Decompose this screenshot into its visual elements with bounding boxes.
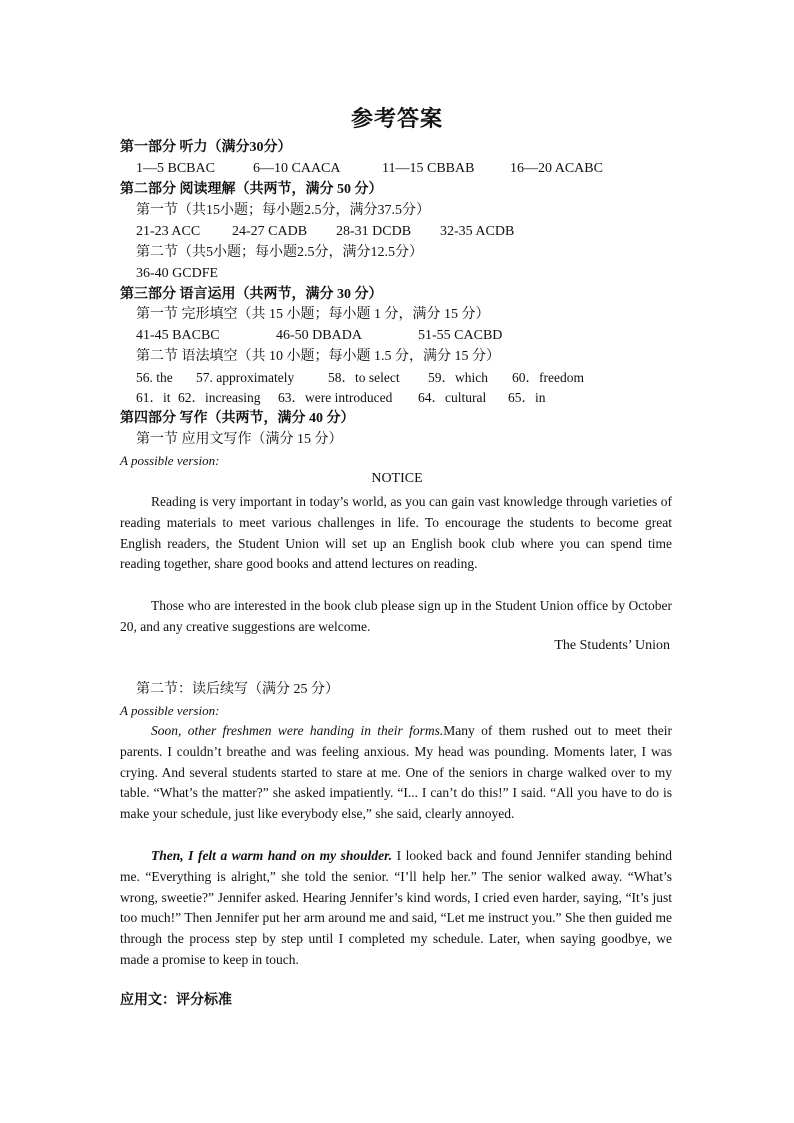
story-paragraph-1-text: Many of them rushed out to meet their parents. I couldn’t breathe and was feeling anxious. My head was pounding. Moments later, I was crying. And several students started to stare at me. One of the seniors in charge walked over to my table. “What’s the matter?” she asked impatiently. “I... I can’t do this!” I said. “All you have to do is make your schedule, just like everybody else,” she said, clearly annoyed. [120, 723, 672, 822]
grammar-answer: 61．it [136, 390, 171, 405]
grammar-answer: 57. approximately [196, 370, 295, 385]
notice-paragraph-2 [120, 596, 672, 638]
grammar-answer: 62．increasing [178, 390, 261, 405]
possible-version-label: A possible version: [120, 703, 220, 718]
answer-group: 11—15 CBBAB [382, 161, 475, 176]
story-paragraph-2 [120, 846, 672, 971]
answer-group: 1—5 BCBAC [136, 161, 215, 176]
grammar-answer: 60．freedom [512, 370, 584, 385]
part3-section1-answers [136, 326, 502, 346]
possible-version-label: A possible version: [120, 453, 220, 468]
story-paragraph-1-lead: Soon, other freshmen were handing in their forms. [151, 723, 444, 738]
part2-section1-answers [136, 222, 514, 242]
notice-title: NOTICE [371, 471, 423, 486]
answer-group: 46-50 DBADA [276, 328, 362, 343]
answer-group: 21-23 ACC [136, 224, 201, 239]
story-paragraph-2-text: I looked back and found Jennifer standing behind me. “Everything is alright,” she told the senior. “I’ll help her.” The senior walked away. “What’s wrong, sweetie?” Jennifer asked. Hearing Jennifer’s kind words, I cried even harder, saying, “It’s just too much!” Then Jennifer put her arm around me and said, “Let me instruct you.” She then guided me through the process step by step until I completed my schedule. Later, when saying goodbye, we made a promise to keep in touch. [120, 848, 672, 967]
part2-section1-heading: 第一节（共15小题；每小题2.5分，满分37.5分） [136, 203, 430, 218]
part3-section1-heading: 第一节 完形填空（共 15 小题；每小题 1 分，满分 15 分） [136, 307, 490, 322]
part2-section2-answers: 36-40 GCDFE [136, 266, 219, 281]
part1-answers [136, 159, 603, 179]
answer-group: 6—10 CAACA [253, 161, 341, 176]
notice-paragraph-1 [120, 492, 672, 575]
part3-section2-heading: 第二节 语法填空（共 10 小题；每小题 1.5 分，满分 15 分） [136, 349, 500, 364]
notice-paragraph-2-text: Those who are interested in the book club please sign up in the Student Union office by October 20, and any creative suggestions are welcome. [120, 598, 672, 634]
page-title: 参考答案 [350, 106, 443, 131]
grammar-answer: 58．to select [328, 370, 400, 385]
story-paragraph-1 [120, 721, 672, 825]
part1-heading: 第一部分 听力（满分30分） [120, 140, 292, 155]
part4-section2-heading: 第二节：读后续写（满分 25 分） [136, 682, 339, 697]
part3-heading: 第三部分 语言运用（共两节，满分 30 分） [120, 287, 383, 302]
grammar-answer: 63．were introduced [278, 390, 393, 405]
grammar-answer: 59．which [428, 370, 488, 385]
part4-section1-heading: 第一节 应用文写作（满分 15 分） [136, 432, 343, 447]
answer-group: 51-55 CACBD [418, 328, 503, 343]
grammar-answer: 65．in [508, 390, 546, 405]
answer-group: 16—20 ACABC [510, 161, 603, 176]
part2-heading: 第二部分 阅读理解（共两节，满分 50 分） [120, 182, 383, 197]
grammar-answers-row1 [136, 368, 584, 388]
answer-group: 41-45 BACBC [136, 328, 220, 343]
story-paragraph-2-lead: Then, I felt a warm hand on my shoulder. [151, 848, 393, 863]
grammar-answer: 56. the [136, 370, 173, 385]
part4-heading: 第四部分 写作（共两节，满分 40 分） [120, 411, 355, 426]
part2-section2-heading: 第二节（共5小题；每小题2.5分，满分12.5分） [136, 245, 423, 260]
answer-group: 32-35 ACDB [440, 224, 515, 239]
grammar-answer: 64．cultural [418, 390, 487, 405]
notice-signature: The Students’ Union [554, 638, 670, 653]
notice-paragraph-1-text: Reading is very important in today’s world, as you can gain vast knowledge through varieties of reading materials to meet various challenges in life. To encourage the students to become great English readers, the Student Union will set up an English book club where you can spend time reading together, share good books and attend lectures on reading. [120, 494, 672, 572]
scoring-criteria-heading: 应用文：评分标准 [120, 993, 232, 1008]
answer-group: 24-27 CADB [232, 224, 308, 239]
grammar-answers-row2 [136, 388, 546, 408]
answer-group: 28-31 DCDB [336, 224, 412, 239]
